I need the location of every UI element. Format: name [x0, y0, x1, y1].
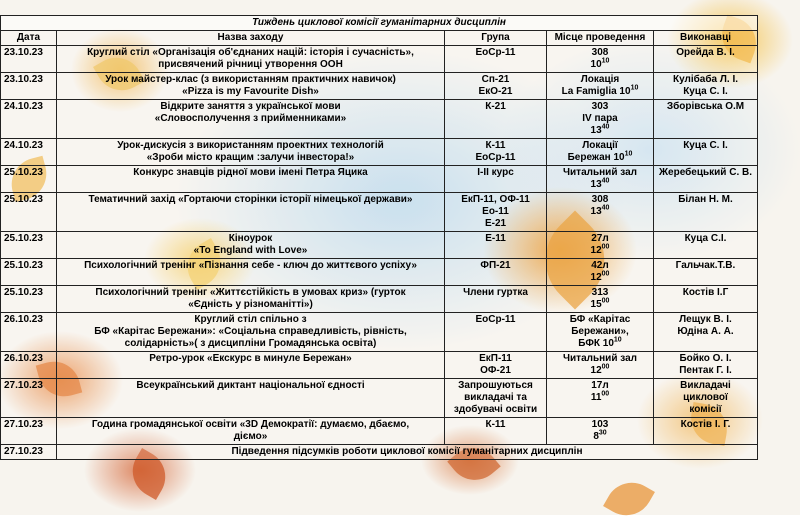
event-name [57, 352, 445, 379]
event-group [445, 379, 547, 418]
event-name-line: БФ «Карітас Бережани»: «Соціальна справедливість, рівність, [94, 326, 407, 337]
event-place [547, 166, 654, 193]
event-place-line: 308 [591, 47, 609, 58]
event-place-line: 313 [591, 287, 609, 298]
event-group [445, 100, 547, 139]
table-row [1, 232, 758, 259]
event-date: 27.10.23 [1, 379, 57, 418]
event-place-line: 27л [591, 233, 609, 244]
event-performers [654, 73, 758, 100]
event-name [57, 193, 445, 232]
event-name [57, 418, 445, 445]
time-minutes: 40 [601, 123, 610, 131]
event-name-line: «To England with Love» [193, 245, 308, 256]
header-performers: Виконавці [654, 31, 758, 46]
event-place-line: Читальний зал [563, 167, 637, 178]
event-performers-line: Бойко О. І. [679, 353, 732, 364]
event-name [57, 100, 445, 139]
event-performers [654, 352, 758, 379]
event-name-line: Ретро-урок «Екскурс в минуле Бережан» [149, 353, 352, 364]
event-name-line: Круглий стіл спільно з [194, 314, 307, 325]
event-name-line: «Pizza is my Favourite Dish» [182, 86, 319, 97]
event-performers-line: Лещук В. І. [679, 314, 732, 325]
event-name-line: Психологічний тренінг «Пізнання себе - ключ до життєвого успіху» [84, 260, 417, 271]
event-group-line: Сп-21 [481, 74, 510, 85]
final-row [1, 445, 758, 460]
event-performers-line: Зборівська О.М [666, 101, 745, 112]
event-name [57, 232, 445, 259]
event-group-line: ФП-21 [480, 260, 511, 271]
event-group [445, 46, 547, 73]
event-name-line: діємо» [233, 431, 268, 442]
event-group-line: Е-21 [484, 218, 507, 229]
event-name [57, 313, 445, 352]
event-place-line: 103 [591, 419, 609, 430]
event-date: 25.10.23 [1, 286, 57, 313]
event-name [57, 166, 445, 193]
event-performers-line: Білан Н. М. [678, 194, 733, 205]
event-place-line: БФ «Карітас [569, 314, 631, 325]
event-performers [654, 313, 758, 352]
time-minutes: 40 [601, 177, 610, 185]
time-minutes: 00 [601, 363, 610, 371]
event-place-line: Читальний зал [563, 353, 637, 364]
event-date: 24.10.23 [1, 100, 57, 139]
event-name [57, 379, 445, 418]
event-date: 24.10.23 [1, 139, 57, 166]
event-group [445, 259, 547, 286]
time-minutes: 00 [601, 390, 610, 398]
time-minutes: 00 [601, 270, 610, 278]
event-group-line: ЕоСр-11 [475, 47, 516, 58]
event-place [547, 418, 654, 445]
event-place-line: La Famiglia $10^{10}$ [561, 84, 639, 97]
event-place-line: 42л [591, 260, 609, 271]
time-minutes: 40 [601, 204, 610, 212]
time-minutes: 10 [601, 57, 610, 65]
table-row [1, 139, 758, 166]
event-name [57, 286, 445, 313]
event-place-line: Бережан $10^{10}$ [567, 150, 633, 163]
event-name [57, 73, 445, 100]
event-place-line: 303 [591, 101, 609, 112]
event-place-line: $12^{00}$ [590, 270, 610, 283]
final-text: Підведення підсумків роботи циклової комісії гуманітарних дисциплін [57, 445, 758, 460]
event-performers [654, 100, 758, 139]
event-date: 25.10.23 [1, 259, 57, 286]
event-date: 23.10.23 [1, 46, 57, 73]
event-performers [654, 46, 758, 73]
table-row [1, 313, 758, 352]
event-place-line: БФК $10^{10}$ [578, 336, 622, 349]
event-date: 26.10.23 [1, 313, 57, 352]
event-group [445, 418, 547, 445]
event-performers-line: Куца С. І. [683, 140, 728, 151]
event-performers-line: Костів І. Г. [680, 419, 731, 430]
event-name [57, 259, 445, 286]
event-group-line: І-ІІ курс [477, 167, 514, 178]
event-place-line: 17л [591, 380, 609, 391]
event-name-line: Урок майстер-клас (з використанням практичних навичок) [105, 74, 396, 85]
event-place-line: IV пара [582, 113, 618, 124]
table-row [1, 73, 758, 100]
event-place-line: $11^{00}$ [590, 390, 610, 403]
event-name-line: солідарність»( з дисципліни Громадянська освіта) [124, 338, 377, 349]
event-place-line: $15^{00}$ [590, 297, 610, 310]
event-name-line: Година громадянської освіти «3D Демократії: думаємо, дбаємо, [91, 419, 410, 430]
table-row [1, 166, 758, 193]
event-performers [654, 379, 758, 418]
event-place [547, 232, 654, 259]
event-group-line: ЕоСр-11 [475, 314, 516, 325]
event-date: 23.10.23 [1, 73, 57, 100]
event-place [547, 193, 654, 232]
event-place-line: $13^{40}$ [590, 123, 610, 136]
table-row [1, 418, 758, 445]
event-group [445, 352, 547, 379]
event-group-line: Е-11 [485, 233, 506, 244]
table-row [1, 286, 758, 313]
event-performers [654, 193, 758, 232]
events-table [0, 15, 758, 460]
event-performers-line: Пентак Г. І. [679, 365, 732, 376]
event-performers [654, 286, 758, 313]
header-group: Група [445, 31, 547, 46]
event-name-line: «Словосполучення з прийменниками» [154, 113, 347, 124]
header-place: Місце проведення [547, 31, 654, 46]
event-performers-line: Куца С.І. [684, 233, 727, 244]
event-name-line: «Зроби місто кращим :залучи інвестора!» [146, 152, 355, 163]
event-group [445, 313, 547, 352]
event-place [547, 46, 654, 73]
time-minutes: 00 [601, 243, 610, 251]
event-performers-line: Костів І.Г [682, 287, 729, 298]
table-row [1, 46, 758, 73]
event-performers [654, 139, 758, 166]
event-group-line: ЕкП-11, ОФ-11 [461, 194, 530, 205]
event-place-line: $10^{10}$ [590, 57, 610, 70]
event-performers-line: Жеребецький С. В. [658, 167, 753, 178]
table-row [1, 259, 758, 286]
event-group [445, 73, 547, 100]
event-group [445, 139, 547, 166]
event-place [547, 379, 654, 418]
table-row [1, 379, 758, 418]
event-group-line: К-11 [485, 140, 506, 151]
event-name-line: Психологічний тренінг «Життєстійкість в умовах криз» (гурток [95, 287, 406, 298]
event-date: 25.10.23 [1, 166, 57, 193]
event-place-line: Бережани», [571, 326, 629, 337]
table-row [1, 352, 758, 379]
event-name-line: Відкрите заняття з української мови [160, 101, 341, 112]
event-place-line: $13^{40}$ [590, 177, 610, 190]
table-title-row [1, 16, 758, 31]
event-date: 26.10.23 [1, 352, 57, 379]
event-performers-line: Орейда В. І. [676, 47, 735, 58]
event-date: 25.10.23 [1, 193, 57, 232]
event-performers-line: Куца С. І. [683, 86, 728, 97]
event-group-line: Ео-11 [482, 206, 509, 217]
final-date: 27.10.23 [1, 445, 57, 460]
event-group-line: Запрошуються [458, 380, 533, 391]
header-date: Дата [1, 31, 57, 46]
event-place [547, 73, 654, 100]
event-place-line: $12^{00}$ [590, 243, 610, 256]
event-place-line: $12^{00}$ [590, 363, 610, 376]
event-place [547, 313, 654, 352]
event-group [445, 286, 547, 313]
event-group-line: викладачі та [464, 392, 527, 403]
event-performers [654, 166, 758, 193]
event-date: 25.10.23 [1, 232, 57, 259]
event-performers-line: Гальчак.Т.В. [675, 260, 736, 271]
event-group-line: ЕоСр-11 [475, 152, 516, 163]
event-date: 27.10.23 [1, 418, 57, 445]
event-group-line: К-21 [485, 101, 506, 112]
event-place [547, 139, 654, 166]
header-event: Назва заходу [57, 31, 445, 46]
event-place-line: $8^{30}$ [593, 429, 607, 442]
event-performers [654, 259, 758, 286]
event-name-line: «Єдність у різноманітті») [188, 299, 313, 310]
event-performers [654, 232, 758, 259]
event-group [445, 232, 547, 259]
time-minutes: 10 [630, 84, 639, 92]
event-name [57, 139, 445, 166]
time-minutes: 10 [613, 336, 622, 344]
event-performers-line: комісії [689, 404, 722, 415]
table-row [1, 193, 758, 232]
event-name-line: Тематичний захід «Гортаючи сторінки історії німецької держави» [88, 194, 413, 205]
event-group-line: Члени гуртка [463, 287, 528, 298]
event-name-line: Всеукраїнський диктант національної єдності [136, 380, 365, 391]
event-name-line: Конкурс знавців рідної мови імені Петра Яцика [133, 167, 368, 178]
event-group-line: К-11 [485, 419, 506, 430]
event-place [547, 286, 654, 313]
event-group [445, 193, 547, 232]
event-place [547, 259, 654, 286]
event-place-line: Локація [580, 74, 620, 85]
event-name-line: присвячений річниці утворення ООН [158, 59, 343, 70]
event-place [547, 352, 654, 379]
event-group [445, 166, 547, 193]
event-group-line: ОФ-21 [480, 365, 511, 376]
event-performers [654, 418, 758, 445]
header-row [1, 31, 758, 46]
time-minutes: 00 [601, 297, 610, 305]
event-name [57, 46, 445, 73]
event-performers-line: Кулібаба Л. І. [672, 74, 739, 85]
event-name-line: Урок-дискусія з використанням проектних технологій [117, 140, 384, 151]
event-group-line: ЕкО-21 [478, 86, 513, 97]
event-name-line: Круглий стіл «Організація об'єднаних націй: історія і сучасність», [87, 47, 414, 58]
table-title: Тиждень циклової комісії гуманітарних дисциплін [1, 16, 758, 31]
table-row [1, 100, 758, 139]
event-place [547, 100, 654, 139]
event-performers-line: Викладачі циклової [680, 380, 731, 403]
time-minutes: 10 [624, 150, 633, 158]
time-minutes: 30 [598, 429, 607, 437]
event-group-line: ЕкП-11 [479, 353, 512, 364]
event-name-line: Кіноурок [228, 233, 273, 244]
event-group-line: здобувачі освіти [453, 404, 538, 415]
event-place-line: 308 [591, 194, 609, 205]
event-place-line: $13^{40}$ [590, 204, 610, 217]
event-place-line: Локації [582, 140, 618, 151]
event-performers-line: Юдіна А. А. [677, 326, 734, 337]
